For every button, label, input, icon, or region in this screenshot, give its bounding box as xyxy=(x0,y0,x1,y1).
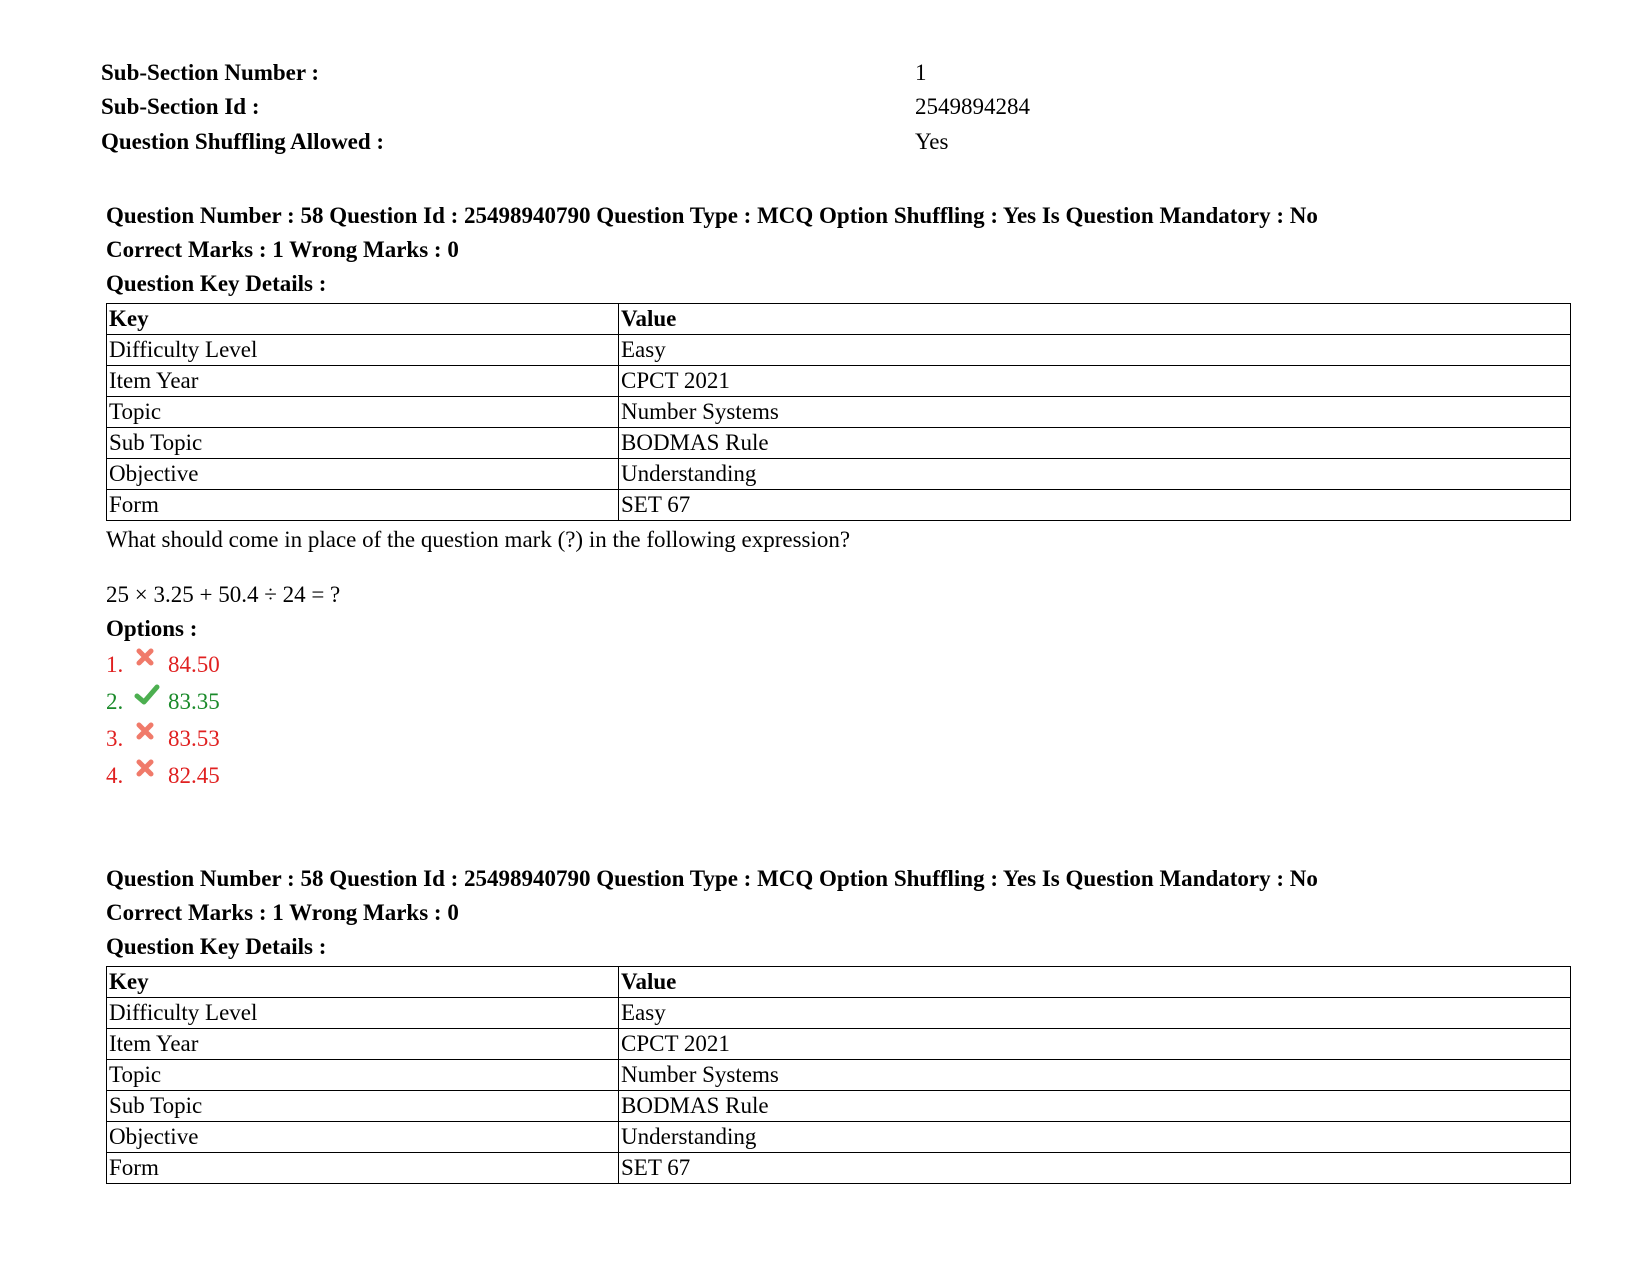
option-item xyxy=(106,720,1571,757)
question-expression: 25 × 3.25 + 50.4 ÷ 24 = ? xyxy=(106,582,341,607)
option-value: 82.45 xyxy=(168,763,220,788)
table-row xyxy=(107,397,1571,428)
table-header-key: Key xyxy=(107,967,619,998)
key-details-label: Question Key Details : xyxy=(106,934,327,959)
table-cell-key: Item Year xyxy=(107,1029,619,1060)
table-cell-value: Easy xyxy=(619,335,1571,366)
question-block xyxy=(106,862,1571,1184)
table-cell-key: Objective xyxy=(107,1122,619,1153)
option-item xyxy=(106,646,1571,683)
table-cell-value: Understanding xyxy=(619,1122,1571,1153)
subsection-id-label: Sub-Section Id : xyxy=(101,94,260,119)
table-cell-value: Understanding xyxy=(619,459,1571,490)
table-cell-value: Number Systems xyxy=(619,1060,1571,1091)
table-row xyxy=(107,1153,1571,1184)
table-cell-value: Number Systems xyxy=(619,397,1571,428)
cross-icon xyxy=(134,761,162,791)
option-value: 83.35 xyxy=(168,689,220,714)
table-cell-key: Topic xyxy=(107,397,619,428)
table-cell-key: Form xyxy=(107,490,619,521)
option-number: 3. xyxy=(106,726,124,751)
question-shuffling-value: Yes xyxy=(915,129,949,154)
table-row xyxy=(107,1060,1571,1091)
table-row xyxy=(107,459,1571,490)
table-row xyxy=(107,998,1571,1029)
option-number: 4. xyxy=(106,763,124,788)
question-header: Question Number : 58 Question Id : 25498940790 Question Type : MCQ Option Shuffling : Yes Is Question Mandatory : No xyxy=(106,203,1318,228)
table-cell-key: Sub Topic xyxy=(107,428,619,459)
table-cell-key: Form xyxy=(107,1153,619,1184)
subsection-number-value: 1 xyxy=(915,60,927,85)
check-icon xyxy=(134,687,162,717)
question-block xyxy=(106,199,1571,794)
table-cell-key: Sub Topic xyxy=(107,1091,619,1122)
table-cell-value: BODMAS Rule xyxy=(619,428,1571,459)
table-cell-value: CPCT 2021 xyxy=(619,366,1571,397)
key-details-table xyxy=(106,303,1571,521)
marks-line: Correct Marks : 1 Wrong Marks : 0 xyxy=(106,237,459,262)
subsection-id-value: 2549894284 xyxy=(915,94,1030,119)
cross-icon xyxy=(134,724,162,754)
table-row xyxy=(107,1029,1571,1060)
key-details-table xyxy=(106,966,1571,1184)
options-label: Options : xyxy=(106,616,198,641)
option-number: 1. xyxy=(106,652,124,677)
table-header-value: Value xyxy=(619,304,1571,335)
key-details-label: Question Key Details : xyxy=(106,271,327,296)
option-value: 83.53 xyxy=(168,726,220,751)
table-cell-key: Difficulty Level xyxy=(107,998,619,1029)
marks-line: Correct Marks : 1 Wrong Marks : 0 xyxy=(106,900,459,925)
table-header-key: Key xyxy=(107,304,619,335)
table-row xyxy=(107,490,1571,521)
table-header-row xyxy=(107,967,1571,998)
question-header: Question Number : 58 Question Id : 25498940790 Question Type : MCQ Option Shuffling : Yes Is Question Mandatory : No xyxy=(106,866,1318,891)
option-value: 84.50 xyxy=(168,652,220,677)
table-cell-value: Easy xyxy=(619,998,1571,1029)
option-item xyxy=(106,683,1571,720)
table-header-row xyxy=(107,304,1571,335)
table-cell-value: CPCT 2021 xyxy=(619,1029,1571,1060)
table-row xyxy=(107,428,1571,459)
subsection-number-label: Sub-Section Number : xyxy=(101,60,320,85)
table-cell-value: BODMAS Rule xyxy=(619,1091,1571,1122)
table-cell-key: Item Year xyxy=(107,366,619,397)
table-cell-key: Difficulty Level xyxy=(107,335,619,366)
table-cell-value: SET 67 xyxy=(619,1153,1571,1184)
table-row xyxy=(107,366,1571,397)
table-cell-key: Objective xyxy=(107,459,619,490)
question-shuffling-label: Question Shuffling Allowed : xyxy=(101,129,385,154)
table-row xyxy=(107,1122,1571,1153)
question-text: What should come in place of the question mark (?) in the following expression? xyxy=(106,527,851,552)
cross-icon xyxy=(134,650,162,680)
table-row xyxy=(107,335,1571,366)
option-number: 2. xyxy=(106,689,124,714)
table-row xyxy=(107,1091,1571,1122)
table-cell-key: Topic xyxy=(107,1060,619,1091)
option-item xyxy=(106,757,1571,794)
table-header-value: Value xyxy=(619,967,1571,998)
table-cell-value: SET 67 xyxy=(619,490,1571,521)
